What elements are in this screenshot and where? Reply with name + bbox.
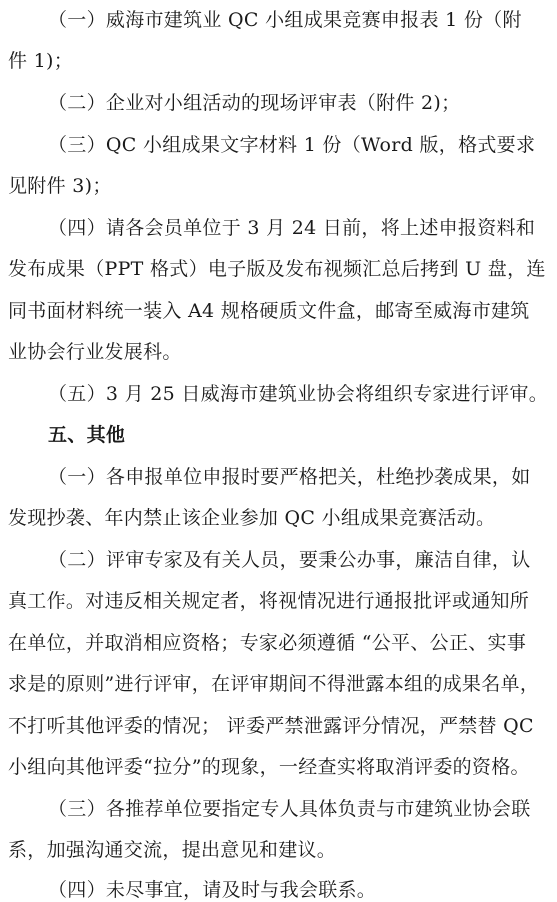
text-line: 发布成果（PPT 格式）电子版及发布视频汇总后拷到 U 盘，连 (8, 258, 546, 280)
text-line: （二）评审专家及有关人员，要秉公办事，廉洁自律，认 (48, 549, 531, 571)
text-line: 小组向其他评委“拉分”的现象，一经查实将取消评委的资格。 (8, 756, 530, 778)
text-line: 系，加强沟通交流，提出意见和建议。 (8, 839, 337, 861)
text-line: 发现抄袭、年内禁止该企业参加 QC 小组成果竞赛活动。 (8, 507, 496, 529)
text-line: 见附件 3)； (8, 175, 112, 197)
text-line: 件 1)； (8, 50, 74, 72)
text-line: 业协会行业发展科。 (8, 341, 182, 363)
text-line: 同书面材料统一装入 A4 规格硬质文件盒，邮寄至威海市建筑 (8, 300, 530, 322)
text-line: 不打听其他评委的情况； 评委严禁泄露评分情况，严禁替 QC (8, 715, 534, 737)
text-line: （一）威海市建筑业 QC 小组成果竞赛申报表 1 份（附 (48, 9, 522, 31)
text-line: 求是的原则”进行评审，在评审期间不得泄露本组的成果名单， (8, 673, 540, 695)
text-line: （一）各申报单位申报时要严格把关，杜绝抄袭成果，如 (48, 466, 531, 488)
text-line: （二）企业对小组活动的现场评审表（附件 2)； (48, 92, 461, 114)
section-heading: 五、其他 (48, 424, 126, 446)
text-line: 真工作。对违反相关规定者，将视情况进行通报批评或通知所 (8, 590, 530, 612)
text-line: （三）各推荐单位要指定专人具体负责与市建筑业协会联 (48, 798, 531, 820)
text-line: （四）未尽事宜，请及时与我会联系。 (48, 879, 377, 901)
text-line: （三）QC 小组成果文字材料 1 份（Word 版，格式要求 (48, 134, 536, 156)
text-line: （五）3 月 25 日威海市建筑业协会将组织专家进行评审。 (48, 383, 549, 405)
text-line: 在单位，并取消相应资格；专家必须遵循 “公平、公正、实事 (8, 632, 527, 654)
text-line: （四）请各会员单位于 3 月 24 日前，将上述申报资料和 (48, 217, 536, 239)
